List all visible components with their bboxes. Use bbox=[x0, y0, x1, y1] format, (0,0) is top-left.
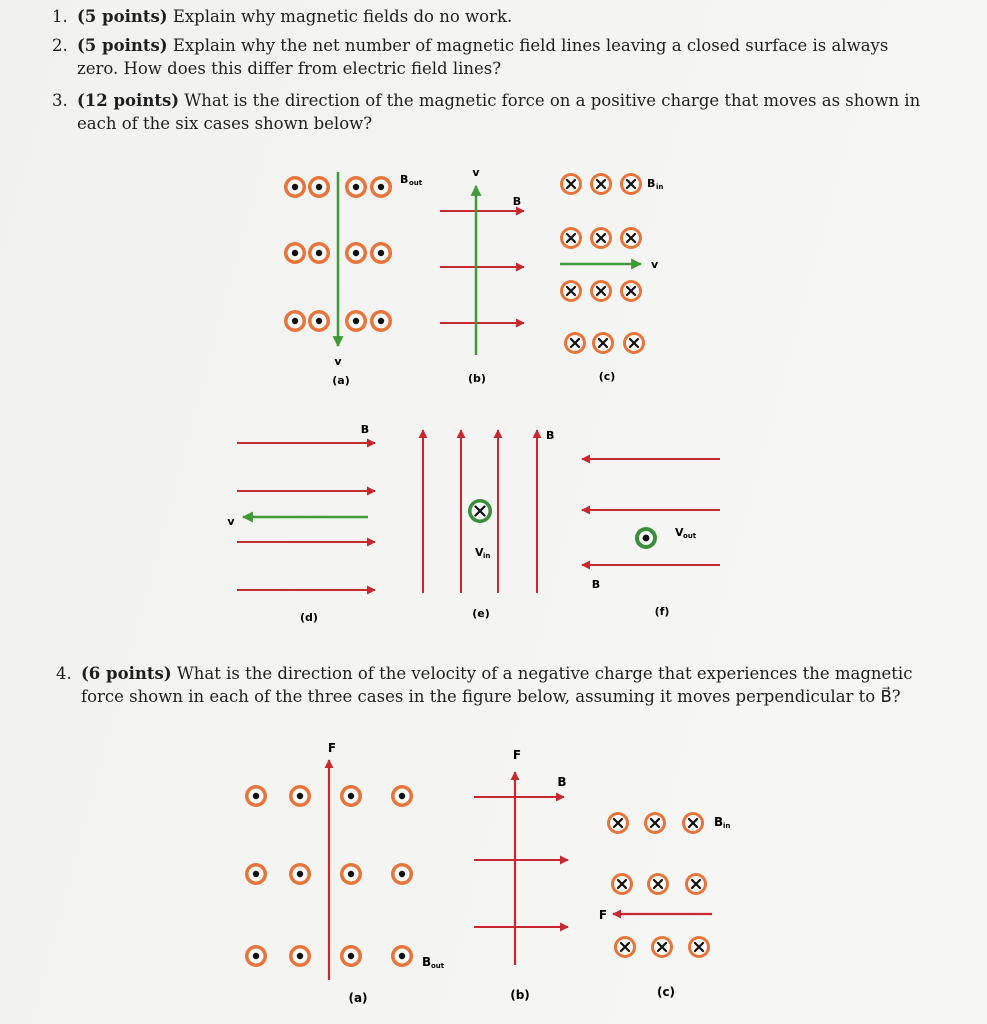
velocity-label: v bbox=[651, 258, 659, 271]
field-label-subscript: out bbox=[431, 962, 445, 970]
fig1-panel-e bbox=[423, 429, 554, 620]
field-label: B bbox=[512, 195, 522, 208]
question-number: 1. bbox=[52, 7, 68, 26]
panel-caption: (a) bbox=[332, 374, 350, 387]
fig2-panel-b bbox=[474, 748, 568, 1002]
panel-caption: (e) bbox=[472, 607, 490, 620]
question-text: Explain why the net number of magnetic field lines leaving a closed surface is always zero. How does this differ from electric field lines? bbox=[77, 36, 889, 78]
field-label-subscript: in bbox=[723, 822, 731, 830]
force-label: F bbox=[327, 741, 337, 755]
question-number: 3. bbox=[52, 91, 68, 110]
panel-caption: (f) bbox=[654, 605, 670, 618]
fig1-panel-b bbox=[440, 166, 524, 385]
fig2-panel-c bbox=[599, 812, 731, 999]
velocity-label-subscript: in bbox=[483, 552, 491, 560]
field-label-subscript: in bbox=[656, 183, 664, 191]
field-label: B bbox=[400, 173, 409, 186]
velocity-out-dot-icon bbox=[635, 527, 657, 549]
field-label: B bbox=[422, 955, 432, 969]
panel-caption: (b) bbox=[468, 372, 486, 385]
question-number: 4. bbox=[56, 664, 72, 683]
field-label: B bbox=[591, 578, 601, 591]
field-in-x-icon bbox=[607, 812, 710, 958]
fig1-panel-f bbox=[582, 459, 720, 618]
field-label: B bbox=[546, 429, 555, 442]
field-label-subscript: out bbox=[409, 179, 423, 187]
velocity-in-x-icon bbox=[468, 499, 492, 523]
question-text: What is the direction of the velocity of a negative charge that experiences the magnetic force shown in each of the three cases in the figure below, assuming it moves perpendicular to B⃗? bbox=[81, 664, 913, 706]
fig1-panel-a bbox=[284, 172, 423, 387]
question-points: (6 points) bbox=[81, 664, 172, 683]
velocity-label: V bbox=[475, 546, 484, 559]
question-text: Explain why magnetic fields do no work. bbox=[172, 7, 513, 26]
field-label: B bbox=[714, 815, 724, 829]
question-text: What is the direction of the magnetic force on a positive charge that moves as shown in each of the six cases shown below? bbox=[77, 91, 921, 133]
velocity-label: v bbox=[472, 166, 480, 179]
velocity-label: V bbox=[675, 526, 684, 539]
force-label: F bbox=[512, 748, 522, 762]
fig2-panel-a bbox=[245, 741, 445, 1005]
question-points: (5 points) bbox=[77, 7, 168, 26]
velocity-label: v bbox=[334, 355, 342, 368]
panel-caption: (a) bbox=[348, 991, 368, 1005]
fig1-panel-c bbox=[560, 173, 663, 383]
panel-caption: (c) bbox=[656, 985, 676, 999]
velocity-label: v bbox=[227, 515, 235, 528]
velocity-label-subscript: out bbox=[683, 532, 697, 540]
panel-caption: (b) bbox=[510, 988, 530, 1002]
question-points: (5 points) bbox=[77, 36, 168, 55]
question-number: 2. bbox=[52, 36, 68, 55]
question-points: (12 points) bbox=[77, 91, 180, 110]
field-label: B bbox=[647, 177, 656, 190]
field-label: B bbox=[360, 423, 370, 436]
force-label: F bbox=[598, 908, 608, 922]
field-label: B bbox=[557, 775, 567, 789]
panel-caption: (c) bbox=[598, 370, 616, 383]
fig1-panel-d bbox=[227, 423, 375, 624]
panel-caption: (d) bbox=[300, 611, 318, 624]
